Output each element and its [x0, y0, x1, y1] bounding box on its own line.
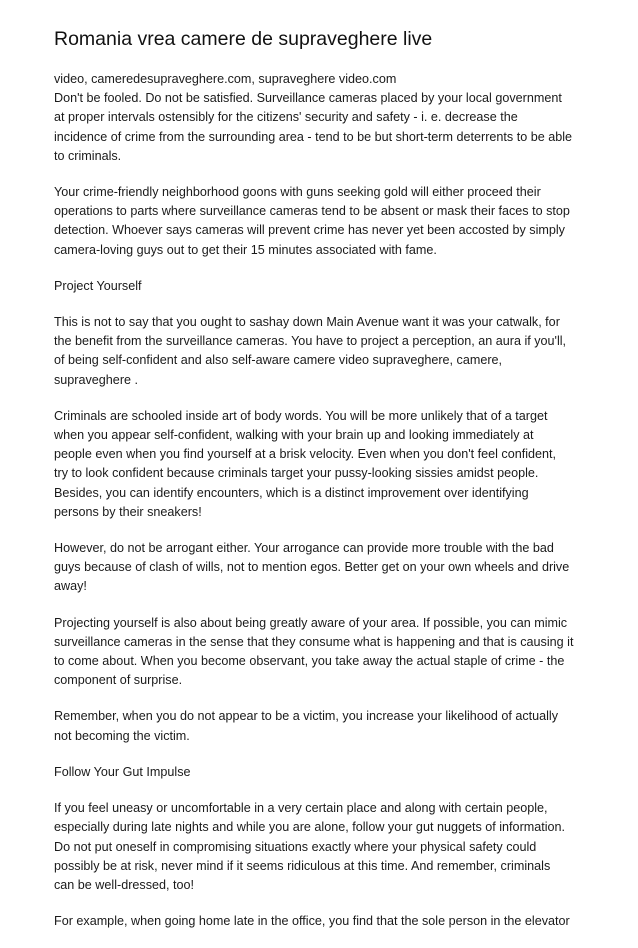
- paragraph: [54, 183, 594, 260]
- text-line: Project Yourself: [54, 278, 142, 293]
- text-line: camera-loving guys out to get their 15 minutes associated with fame.: [54, 242, 437, 257]
- paragraph: [54, 707, 594, 745]
- paragraph: [54, 407, 594, 522]
- paragraph: [54, 912, 594, 931]
- text-line: Don't be fooled. Do not be satisfied. Surveillance cameras placed by your local government: [54, 91, 562, 106]
- text-line: However, do not be arrogant either. Your arrogance can provide more trouble with the bad: [54, 541, 554, 556]
- text-line: Criminals are schooled inside art of body words. You will be more unlikely that of a target: [54, 408, 548, 423]
- section-heading: [54, 763, 594, 782]
- text-line: surveillance cameras in the sense that they consume what is happening and that is causing it: [54, 634, 574, 649]
- paragraph: [54, 799, 594, 895]
- text-line: For example, when going home late in the office, you find that the sole person in the elevator: [54, 914, 570, 929]
- text-line: supraveghere .: [54, 372, 139, 387]
- text-line: try to look confident because criminals target your pussy-looking sissies amidst people.: [54, 466, 539, 481]
- text-line: Follow Your Gut Impulse: [54, 764, 191, 779]
- text-line: video, cameredesupraveghere.com, supraveghere video.com: [54, 72, 397, 86]
- document-body: [54, 70, 594, 931]
- text-line: Your crime-friendly neighborhood goons with guns seeking gold will either proceed their: [54, 185, 541, 200]
- paragraph: [54, 313, 594, 390]
- text-line: component of surprise.: [54, 673, 183, 688]
- text-line: operations to parts where surveillance cameras tend to be absent or mask their faces to stop: [54, 204, 570, 219]
- text-line: possibly be at risk, never mind if it seems ridiculous at this time. And remember, criminals: [54, 858, 551, 873]
- text-line: at proper intervals ostensibly for the citizens' security and safety - i. e. decrease the: [54, 110, 518, 125]
- text-line: incidence of crime from the surrounding area - tend to be but short-term deterrents to be able: [54, 129, 573, 144]
- section-heading: [54, 277, 594, 296]
- text-line: Remember, when you do not appear to be a victim, you increase your likelihood of actually: [54, 709, 559, 724]
- text-line: of being self-confident and also self-aware camere video supraveghere, camere,: [54, 353, 503, 368]
- text-line: persons by their sneakers!: [54, 504, 202, 519]
- text-line: Besides, you can identify encounters, which is a distinct improvement over identifying: [54, 485, 529, 500]
- text-line: guys because of clash of wills, not to mention egos. Better get on your own wheels and drive: [54, 560, 570, 575]
- text-line: to come about. When you become observant, you take away the actual staple of crime - the: [54, 654, 565, 669]
- text-line: not becoming the victim.: [54, 728, 190, 743]
- text-line: especially during late nights and while you are alone, follow your gut nuggets of information.: [54, 820, 566, 835]
- text-line: people even when you find yourself at a brisk velocity. Even when you don't feel confident,: [54, 447, 557, 462]
- text-line: when you appear self-confident, walking with your brain up and looking immediately at: [54, 428, 534, 443]
- text-line: can be well-dressed, too!: [54, 877, 195, 892]
- text-line: away!: [54, 579, 87, 594]
- paragraph: [54, 70, 594, 166]
- paragraph: [54, 614, 594, 691]
- text-line: Do not put oneself in compromising situations exactly where your physical safety could: [54, 839, 537, 854]
- text-line: detection. Whoever says cameras will prevent crime has never yet been accosted by simply: [54, 223, 565, 238]
- text-line: If you feel uneasy or uncomfortable in a very certain place and along with certain people,: [54, 801, 548, 816]
- document-title: Romania vrea camere de supraveghere live: [54, 28, 433, 50]
- text-line: This is not to say that you ought to sashay down Main Avenue want it was your catwalk, for: [54, 315, 560, 330]
- text-line: Projecting yourself is also about being greatly aware of your area. If possible, you can mimic: [54, 615, 568, 630]
- text-line: the benefit from the surveillance cameras. You have to project a perception, an aura if you'll,: [54, 334, 567, 349]
- paragraph: [54, 539, 594, 597]
- document-page: [54, 26, 594, 948]
- text-line: to criminals.: [54, 148, 122, 163]
